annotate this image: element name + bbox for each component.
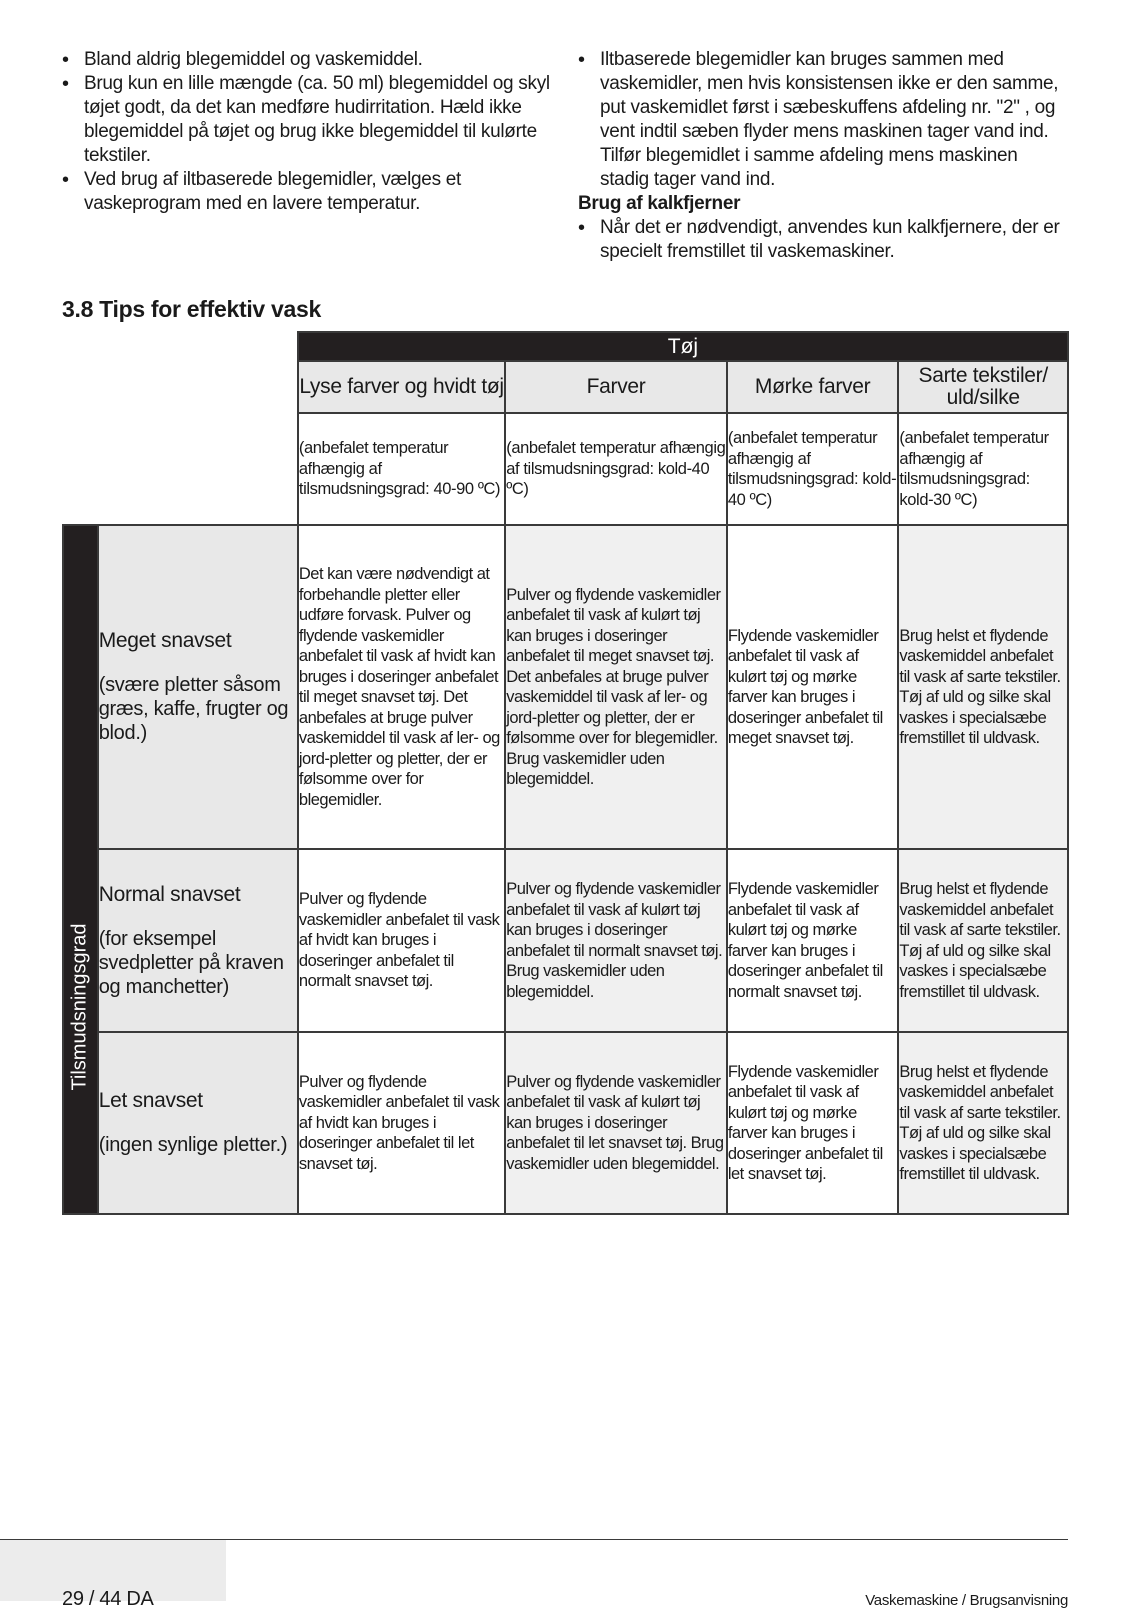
row-description: (svære pletter såsom græs, kaffe, frugter og blod.)	[98, 674, 289, 744]
page-number: 29 / 44 DA	[62, 1588, 154, 1610]
soiling-degree-text: Tilsmudsningsgrad	[68, 923, 91, 1091]
column-header-light-white: Lyse farver og hvidt tøj	[298, 361, 505, 413]
temperature-note: (anbefalet temperatur afhængig af tilsmudsningsgrad: kold-30 ºC)	[898, 413, 1068, 525]
table-cell: Pulver og flydende vaskemidler anbefalet til vask af hvidt kan bruges i doseringer anbefalet til let snavset tøj.	[298, 1032, 505, 1214]
table-cell: Brug helst et flydende vaskemiddel anbefalet til vask af sarte tekstiler. Tøj af uld og silke skal vaskes i specialsæbe fremstillet til uldvask.	[898, 1032, 1068, 1214]
bullet-item: • Når det er nødvendigt, anvendes kun kalkfjernere, der er specielt fremstillet til vaskemaskiner.	[578, 216, 1068, 264]
section-title: 3.8 Tips for effektiv vask	[62, 296, 321, 322]
bullet-item: • Bland aldrig blegemiddel og vaskemiddel.	[62, 48, 552, 72]
table-cell: Brug helst et flydende vaskemiddel anbefalet til vask af sarte tekstiler. Tøj af uld og silke skal vaskes i specialsæbe fremstillet til uldvask.	[898, 525, 1068, 849]
group-header-row	[63, 332, 1068, 361]
column-header-colours: Farver	[505, 361, 727, 413]
empty-corner	[63, 332, 298, 361]
clothes-group-header: Tøj	[298, 332, 1068, 361]
row-name: Meget snavset	[98, 629, 232, 652]
temperature-note: (anbefalet temperatur afhængig af tilsmudsningsgrad: kold-40 ºC)	[727, 413, 899, 525]
row-header-lightly-soiled	[98, 1032, 298, 1214]
table-cell: Pulver og flydende vaskemidler anbefalet til vask af kulørt tøj kan bruges i doseringer anbefalet til meget snavset tøj. Det anbefales at bruge pulver vaskemiddel til vask af ler- og jord-pletter og pletter, der er følsomme over for blegemidler. Brug vaskemidler uden blegemiddel.	[505, 525, 727, 849]
temperature-note: (anbefalet temperatur afhængig af tilsmudsningsgrad: kold-40 ºC)	[505, 413, 727, 525]
table-row	[63, 1032, 1068, 1214]
soiling-degree-label	[63, 525, 98, 1214]
temperature-row	[63, 413, 1068, 525]
row-name: Normal snavset	[98, 882, 241, 906]
row-description: (for eksempel svedpletter på kraven og manchetter)	[98, 927, 284, 998]
row-header-heavily-soiled	[98, 525, 298, 849]
table-cell: Flydende vaskemidler anbefalet til vask af kulørt tøj og mørke farver kan bruges i doseringer anbefalet til meget snavset tøj.	[727, 525, 899, 849]
document-name: Vaskemaskine / Brugsanvisning	[865, 1592, 1068, 1609]
table-row	[63, 525, 1068, 849]
table-cell: Pulver og flydende vaskemidler anbefalet til vask af hvidt kan bruges i doseringer anbefalet til normalt snavset tøj.	[298, 849, 505, 1032]
column-header-row	[63, 361, 1068, 413]
left-text-column	[62, 48, 552, 216]
bullet-item: • Brug kun en lille mængde (ca. 50 ml) blegemiddel og skyl tøjet godt, da det kan medføre hudirritation. Hæld ikke blegemiddel på tøjet og brug ikke blegemiddel til kulørte tekstiler.	[62, 72, 552, 168]
bullet-item: • Ved brug af iltbaserede blegemidler, vælges et vaskeprogram med en lavere temperatur.	[62, 168, 552, 216]
bullet-item: • Iltbaserede blegemidler kan bruges sammen med vaskemidler, men hvis konsistensen ikke er den samme, put vaskemidlet først i sæbeskuffens afdeling nr. "2" , og vent indtil sæben flyder mens maskinen tager vand ind. Tilfør blegemidlet i samme afdeling mens maskinen stadig tager vand ind.	[578, 48, 1068, 192]
washing-tips-table	[62, 331, 1069, 1215]
descaler-bullet-list	[578, 216, 1068, 264]
empty-corner	[63, 361, 298, 413]
descaler-subheading: Brug af kalkfjerner	[578, 193, 741, 214]
row-name: Let snavset	[98, 1089, 203, 1112]
table-row	[63, 849, 1068, 1032]
oxygen-bleach-bullet-list	[578, 48, 1068, 192]
right-text-column	[578, 48, 1068, 264]
table-cell: Flydende vaskemidler anbefalet til vask af kulørt tøj og mørke farver kan bruges i doseringer anbefalet til normalt snavset tøj.	[727, 849, 899, 1032]
empty-corner	[63, 413, 298, 525]
row-description: (ingen synlige pletter.)	[98, 1134, 288, 1156]
table-cell: Det kan være nødvendigt at forbehandle pletter eller udføre forvask. Pulver og flydende vaskemidler anbefalet til vask af hvidt kan bruges i doseringer anbefalet til meget snavset tøj. Det anbefales at bruge pulver vaskemiddel til vask af ler- og jord-pletter og pletter, der er følsomme over for blegemidler.	[298, 525, 505, 849]
column-header-dark-colours: Mørke farver	[727, 361, 899, 413]
bleach-bullet-list	[62, 48, 552, 216]
temperature-note: (anbefalet temperatur afhængig af tilsmudsningsgrad: 40-90 ºC)	[298, 413, 505, 525]
row-header-normally-soiled	[98, 849, 298, 1032]
table-cell: Pulver og flydende vaskemidler anbefalet til vask af kulørt tøj kan bruges i doseringer anbefalet til normalt snavset tøj. Brug vaskemidler uden blegemiddel.	[505, 849, 727, 1032]
column-header-delicates: Sarte tekstiler/ uld/silke	[898, 361, 1068, 413]
table-cell: Brug helst et flydende vaskemiddel anbefalet til vask af sarte tekstiler. Tøj af uld og silke skal vaskes i specialsæbe fremstillet til uldvask.	[898, 849, 1068, 1032]
table-cell: Flydende vaskemidler anbefalet til vask af kulørt tøj og mørke farver kan bruges i doseringer anbefalet til let snavset tøj.	[727, 1032, 899, 1214]
table-cell: Pulver og flydende vaskemidler anbefalet til vask af kulørt tøj kan bruges i doseringer anbefalet til let snavset tøj. Brug vaskemidler uden blegemiddel.	[505, 1032, 727, 1214]
